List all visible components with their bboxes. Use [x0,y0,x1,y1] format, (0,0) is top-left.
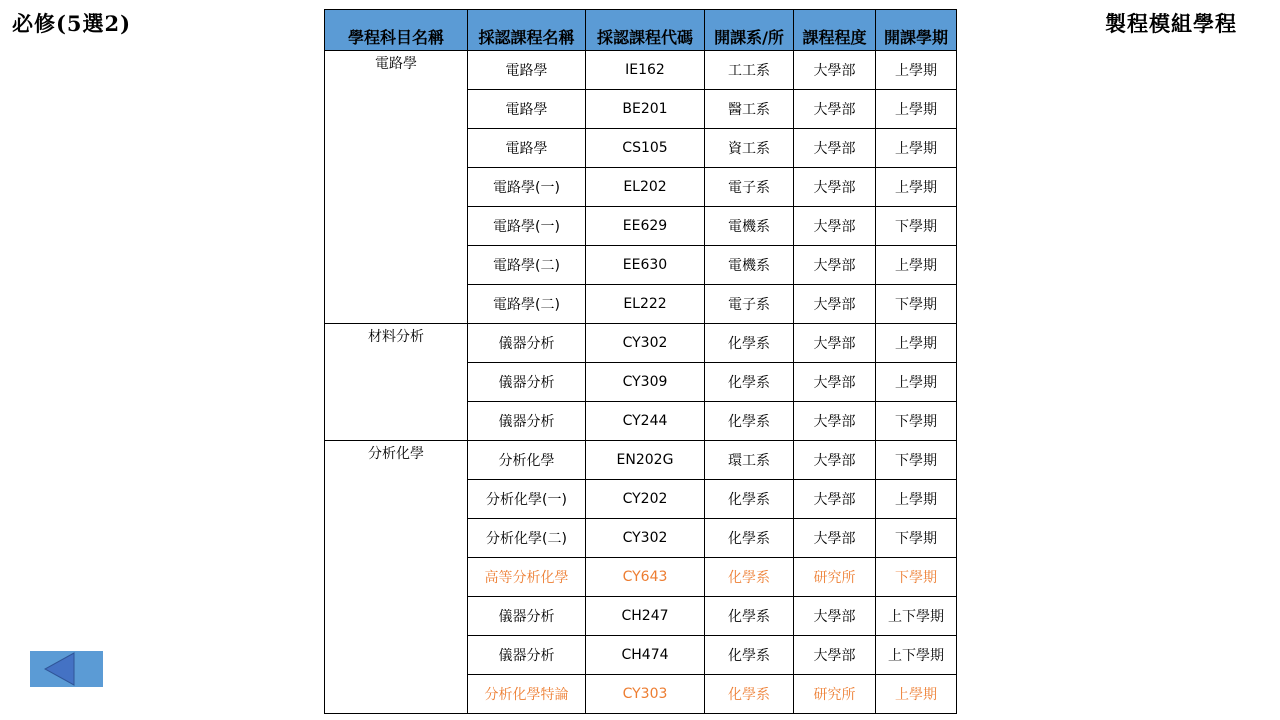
dept-cell: 化學系 [705,402,794,441]
back-button[interactable] [30,651,103,687]
dept-cell: 資工系 [705,129,794,168]
level-cell: 大學部 [794,207,876,246]
level-cell: 大學部 [794,285,876,324]
subject-cell [325,441,468,714]
term-cell: 上學期 [876,675,957,714]
dept-cell: 醫工系 [705,90,794,129]
term-cell: 下學期 [876,441,957,480]
dept-cell: 化學系 [705,324,794,363]
code-cell: EE630 [586,246,705,285]
dept-cell: 電機系 [705,207,794,246]
code-cell: CS105 [586,129,705,168]
course-cell: 分析化學(一) [468,480,586,519]
level-cell: 大學部 [794,90,876,129]
subject-cell [325,324,468,441]
code-cell: CH474 [586,636,705,675]
course-cell: 電路學(二) [468,246,586,285]
course-cell: 儀器分析 [468,402,586,441]
dept-cell: 工工系 [705,51,794,90]
code-cell: CY309 [586,363,705,402]
course-cell: 電路學 [468,90,586,129]
column-header: 開課系/所 [705,10,794,51]
column-header: 學程科目名稱 [325,10,468,51]
code-cell: CY302 [586,324,705,363]
dept-cell: 化學系 [705,480,794,519]
code-cell: EL222 [586,285,705,324]
dept-cell: 化學系 [705,597,794,636]
dept-cell: 化學系 [705,363,794,402]
course-cell: 電路學(二) [468,285,586,324]
term-cell: 上下學期 [876,597,957,636]
course-cell: 儀器分析 [468,597,586,636]
course-cell: 儀器分析 [468,324,586,363]
code-cell: CY302 [586,519,705,558]
subject-cell [325,51,468,324]
term-cell: 下學期 [876,207,957,246]
code-cell: EL202 [586,168,705,207]
level-cell: 大學部 [794,597,876,636]
term-cell: 上學期 [876,480,957,519]
code-cell: CY303 [586,675,705,714]
level-cell: 大學部 [794,519,876,558]
code-cell: CY244 [586,402,705,441]
term-cell: 上下學期 [876,636,957,675]
level-cell: 大學部 [794,246,876,285]
table-row [325,51,957,90]
level-cell: 研究所 [794,558,876,597]
course-cell: 儀器分析 [468,363,586,402]
column-header: 開課學期 [876,10,957,51]
column-header: 課程程度 [794,10,876,51]
code-cell: CY643 [586,558,705,597]
table-row [325,441,957,480]
dept-cell: 電子系 [705,285,794,324]
course-cell: 分析化學(二) [468,519,586,558]
level-cell: 大學部 [794,168,876,207]
course-cell: 電路學(一) [468,207,586,246]
level-cell: 大學部 [794,441,876,480]
code-cell: CH247 [586,597,705,636]
subject-label: 分析化學 [368,446,424,462]
level-cell: 大學部 [794,480,876,519]
term-cell: 下學期 [876,402,957,441]
dept-cell: 化學系 [705,558,794,597]
code-cell: CY202 [586,480,705,519]
term-cell: 上學期 [876,324,957,363]
column-header: 採認課程代碼 [586,10,705,51]
level-cell: 大學部 [794,363,876,402]
term-cell: 上學期 [876,363,957,402]
subject-label: 電路學 [375,56,417,72]
term-cell: 上學期 [876,246,957,285]
dept-cell: 化學系 [705,519,794,558]
level-cell: 大學部 [794,129,876,168]
course-cell: 電路學 [468,51,586,90]
term-cell: 下學期 [876,519,957,558]
course-cell: 分析化學 [468,441,586,480]
subject-label: 材料分析 [368,329,424,345]
dept-cell: 環工系 [705,441,794,480]
code-cell: BE201 [586,90,705,129]
triangle-left-icon [44,652,76,686]
column-header: 採認課程名稱 [468,10,586,51]
level-cell: 大學部 [794,402,876,441]
term-cell: 下學期 [876,285,957,324]
level-cell: 大學部 [794,324,876,363]
dept-cell: 電機系 [705,246,794,285]
course-cell: 分析化學特論 [468,675,586,714]
term-cell: 上學期 [876,168,957,207]
page-title-left: 必修(5選2) [12,11,132,36]
table-header-row [325,10,957,51]
code-cell: IE162 [586,51,705,90]
dept-cell: 化學系 [705,675,794,714]
level-cell: 大學部 [794,636,876,675]
dept-cell: 電子系 [705,168,794,207]
term-cell: 上學期 [876,129,957,168]
dept-cell: 化學系 [705,636,794,675]
course-cell: 儀器分析 [468,636,586,675]
level-cell: 大學部 [794,51,876,90]
table-body [325,51,957,714]
course-cell: 電路學(一) [468,168,586,207]
term-cell: 上學期 [876,51,957,90]
page-title-right: 製程模組學程 [1105,11,1237,36]
code-cell: EN202G [586,441,705,480]
course-cell: 電路學 [468,129,586,168]
course-cell: 高等分析化學 [468,558,586,597]
term-cell: 下學期 [876,558,957,597]
table-row [325,324,957,363]
term-cell: 上學期 [876,90,957,129]
code-cell: EE629 [586,207,705,246]
level-cell: 研究所 [794,675,876,714]
course-table [324,9,957,714]
